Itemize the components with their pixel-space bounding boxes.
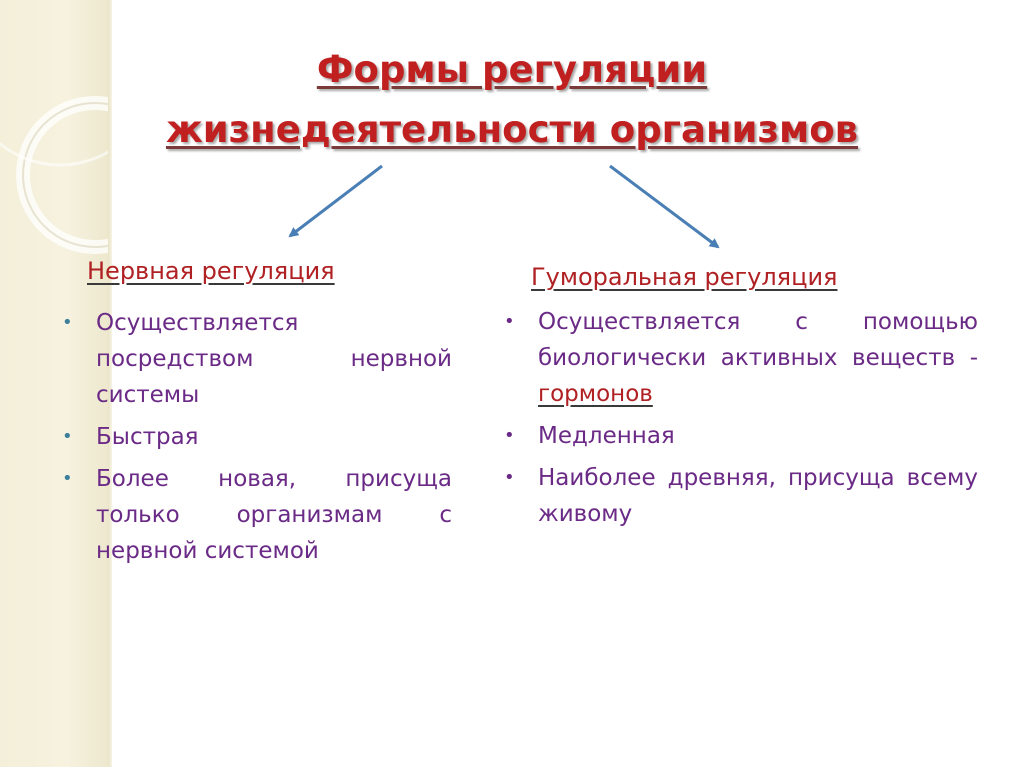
bullet-icon: •: [62, 468, 73, 489]
list-item-text: Быстрая: [96, 424, 199, 450]
humoral-regulation-list: [498, 304, 978, 538]
arrow-down-right-icon: [610, 166, 718, 247]
hormones-highlight: гормонов: [538, 381, 653, 407]
list-item: [62, 419, 452, 455]
list-item: [498, 460, 978, 532]
list-item-text: Осуществляется посредством нервной системы: [96, 310, 452, 408]
title-line-2: жизнедеятельности организмов: [165, 108, 859, 151]
bullet-icon: •: [504, 311, 515, 332]
list-item-text: Наиболее древняя, присуща всему живому: [538, 465, 978, 527]
title-line-1: Формы регуляции: [316, 48, 708, 91]
nervous-regulation-heading: Нервная регуляция: [87, 257, 335, 285]
arrow-down-left-icon: [290, 166, 382, 236]
humoral-regulation-heading: Гуморальная регуляция: [531, 263, 838, 291]
list-item-text: Медленная: [538, 423, 675, 449]
list-item-text: Осуществляется с помощью биологически активных веществ -: [538, 309, 978, 371]
list-item: [498, 418, 978, 454]
list-item: [498, 304, 978, 412]
bullet-icon: •: [62, 426, 73, 447]
list-item: [62, 305, 452, 413]
bullet-icon: •: [62, 312, 73, 333]
list-item-text: Более новая, присуща только организмам с нервной системой: [96, 466, 452, 564]
list-item: [62, 461, 452, 569]
bullet-icon: •: [504, 425, 515, 446]
bullet-icon: •: [504, 467, 515, 488]
nervous-regulation-list: [62, 305, 452, 575]
